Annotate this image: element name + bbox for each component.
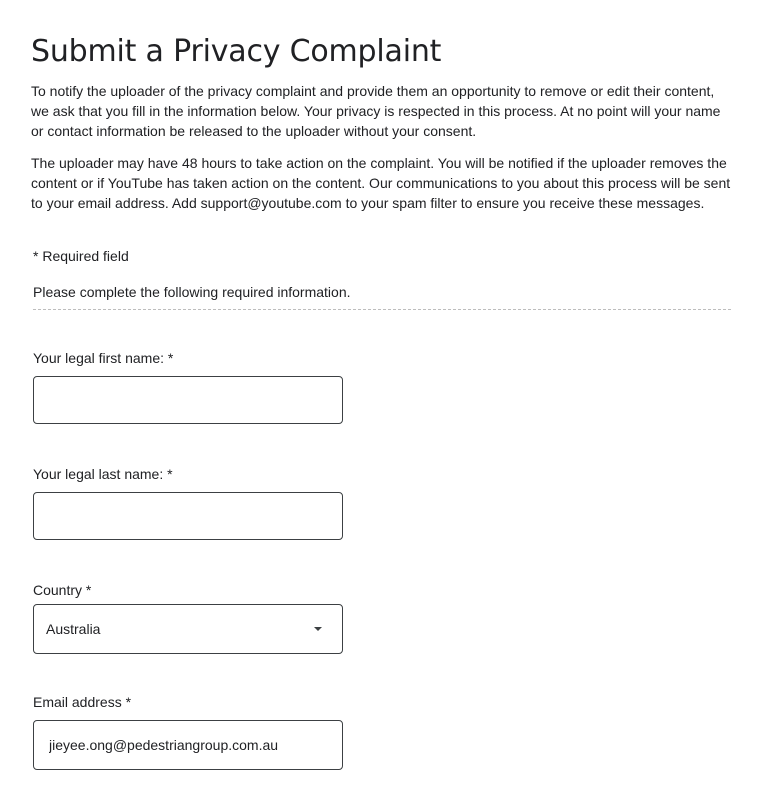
section-divider (33, 309, 731, 310)
page-title: Submit a Privacy Complaint (31, 34, 442, 69)
dropdown-arrow-icon (314, 627, 322, 631)
last-name-label: Your legal last name: * (33, 466, 173, 482)
first-name-input[interactable] (34, 377, 342, 423)
email-field-container (33, 720, 343, 770)
complete-info-note: Please complete the following required information. (33, 284, 351, 300)
country-label: Country * (33, 582, 92, 598)
country-select[interactable] (33, 604, 343, 654)
last-name-input[interactable] (34, 493, 342, 539)
country-selected-value: Australia (46, 621, 101, 637)
required-field-note: * Required field (33, 248, 129, 264)
first-name-label: Your legal first name: * (33, 350, 174, 366)
last-name-field-container (33, 492, 343, 540)
email-input[interactable] (34, 721, 342, 769)
intro-paragraph-process: The uploader may have 48 hours to take action on the complaint. You will be notified if the uploader removes the content or if YouTube has taken action on the content. Our communications to you about this process will be sent to your email address. Add support@youtube.com to your spam filter to ensure you receive these messages. (31, 155, 731, 211)
intro-paragraph-privacy: To notify the uploader of the privacy complaint and provide them an opportunity to remove or edit their content, we ask that you fill in the information below. Your privacy is respected in this process. At no point will your name or contact information be released to the uploader without your consent. (31, 83, 721, 139)
email-label: Email address * (33, 694, 132, 710)
first-name-field-container (33, 376, 343, 424)
